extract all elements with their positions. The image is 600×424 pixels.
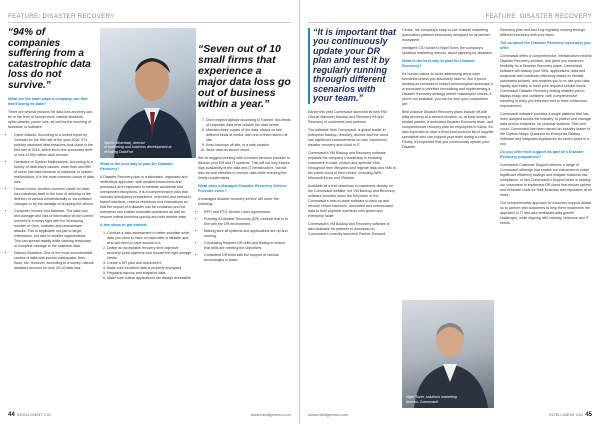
- list-item: • Cyber Attacks: According to a recent report by Gemalto for the first half of the year 2016, 974 publicly disclosed data breaches took place in the first half of 2016, which led to the successful theft or loss of 554 million data records.: [14, 133, 94, 158]
- left-column-3: [198, 28, 292, 265]
- causes-list: [8, 133, 94, 271]
- big-quote: “Seven out of 10 small firms that experience a major data loss go out of business within a year.”: [198, 43, 291, 111]
- divider: [8, 22, 291, 23]
- footer-url[interactable]: www.intelligentcio.com: [308, 412, 349, 417]
- list-item: 4. Make sure sensitive data is properly encrypted.: [107, 266, 192, 271]
- list-item: 2. Define an acceptable recovery time objective, recovery point objective and choose the right storage media.: [107, 246, 192, 261]
- body-text: Earlier this year Commvault launched its new HW (Virtual Machine) Backup and Recovery Kit and Recovery of customers and partners.: [308, 109, 387, 124]
- caption-role: director, Commvault: [406, 399, 438, 404]
- section-tag: FEATURE: DISASTER RECOVERY: [485, 14, 592, 20]
- caption-role: of marketing and business development at eHosting DataFort: [104, 145, 172, 154]
- body-text: It's human nature to avoid addressing worst case scenarios unless you absolutely have to. But if you're working as business in today's technological landscape it is important to prioritise formulating and implementing a Disaster Recovery strategy before catastrophe strikes. If you're not available, you can be sure your competitors are.: [402, 72, 493, 106]
- body-text: Intelligent CIO spoke to Nigel Tozer, the company's solutions marketing director, about planning for disasters.: [402, 46, 493, 55]
- body-text: Available as a free download to customers directly on the Commvault website, the VM Backup and Recovery software provides users the full power of the Commvault's best-in-class software to back up and recover virtual machines, structured and unstructured data to both physical machines with speed and enterprise scale.: [308, 183, 395, 218]
- list-item: 10. Store data on secure cloud.: [206, 148, 292, 153]
- list-item: • RPO and RTO Service Level Agreements.: [204, 210, 292, 215]
- lead-question: What are the main ways a company can find itself losing its data?: [8, 97, 88, 106]
- body-text: The software from Commvault, a global leader in enterprise backup, recovery, archive and the cloud, has significant enhancements on user experience, disaster recovery and cloud in IT.: [308, 127, 390, 147]
- lead-question: What does a Managed Disaster Recovery Service Provider cover?: [198, 184, 287, 194]
- section-tag: FEATURE: DISASTER RECOVERY: [8, 14, 115, 20]
- subheading: A few steps to get started:: [100, 223, 148, 227]
- list-item: 3. Create a DR plan and document it.: [107, 261, 192, 266]
- lead-question: Do you offer tech support as part of a Disaster Recovery programme?: [500, 150, 584, 159]
- footer-url[interactable]: www.intelligentcio.com: [250, 412, 291, 417]
- steps-list-continued: [198, 118, 292, 153]
- caption-name: Nigel Tozer, solutions marketing: [406, 395, 457, 399]
- body-text: A managed disaster recovery service will cover the following:: [198, 197, 279, 207]
- list-item: • Natural Disasters: One of the most uncontrollable causes of data loss include earthquake, fires, flood, etc. However, according to a survey, natural disasters account for only 3% of data loss.: [14, 251, 94, 271]
- body-text: Commvault offers a comprehensive, infrastructure neutral Disaster Recovery solution, that gives you maximum flexibility for a Disaster Recovery plans. Commvault software will backup your VMs, applications, data and endpoints with maximum efficiency based on flexible, automated policies, and enables you to re-use your data rapidly and easily to meet your required service levels. Commvault Disaster Recovery testing enables you to always ready and confident, with comprehensive reporting to keep you informed and to drive continuous improvement.: [500, 54, 592, 108]
- lead-question: Tell us about the Disaster Recovery system(s) you offer.: [500, 41, 591, 50]
- page-footer: [8, 412, 291, 418]
- body-text: Commvault's VM Backup and Recovery software is also available for partners to download on Commvault's recently launched Partner Demand: [308, 221, 390, 236]
- body-text: Commvault's VM Backup and Recovery software expands the company's leadership in enabling customers to build, protect and optimise VMs throughout their lifecycles and migrate data and VMs to the public cloud of their choice, including AWS, Microsoft Azure and VMware.: [308, 150, 396, 180]
- body-text: Our comprehensive approach to customer support allows us to partner with customers to help them modernise the approach to IT and also anticipate data growth challenges, while aligning with industry, business and IT needs.: [500, 201, 592, 225]
- body-text: Commvault software provides a single platform that has been adopted across the industry, to protect and manage data across endpoints, for physical systems, VMs and cloud. Commvault has been named an Industry leader in the Gartner Magic Quadrant for Enterprise Backup Software and Integrated Appliances for seven years in a row.: [500, 112, 591, 146]
- page-number: 44: [8, 412, 15, 418]
- divider: [308, 22, 592, 23]
- quote-accent-bar: [308, 28, 310, 104]
- list-item: • Making sure all systems and applications are up and running.: [204, 229, 292, 239]
- page-number: 45: [585, 412, 592, 418]
- list-item: 5. Regularly backup and snapshot data.: [107, 271, 192, 276]
- body-text: Best practice Disaster Recovery plans include off-site data recovery at a second location, or, at least storing a trusted partner, a dedicated Disaster Recovery team, and comprehensive recovery plan for employees to follow. It's also important to have a fixed post-protocol list of supplier specialists who can support your team during a crisis. Finally, it's important that you continuously update your Disaster: [402, 110, 494, 149]
- right-column-1: [308, 28, 396, 240]
- big-quote-block: [308, 28, 396, 104]
- publication-name: INTELLIGENT CIO: [16, 412, 51, 417]
- lead-question: What is the best way to plan for Disaster Recovery?: [100, 162, 173, 171]
- page-footer: [308, 412, 592, 418]
- left-column-1: [8, 28, 94, 273]
- body-text: Centre, the company's easy-to-use channel marketing automation platform exclusively designed for its partner ecosystem.: [402, 28, 490, 42]
- portrait-photo: [100, 28, 196, 158]
- list-item: 7. Don't neglect laptops according to Gartner, two-thirds of corporate data lives outside the data centre.: [206, 118, 292, 128]
- photo-caption: [406, 395, 486, 404]
- body-text: Recovery plan and test it by regularly running through different scenarios with your team.: [500, 28, 586, 37]
- pull-quote: “94% of companies suffering from a catastrophic data loss do not survive.”: [8, 27, 91, 91]
- list-item: • Hardware or System Malfunctions: According to a survey of data loss's causes, more than one-fifth of users lost data because of hardware or system malfunctions. It is the most common cause of data loss.: [14, 160, 94, 185]
- list-item: 9. Keep backups off site, in a safe location.: [206, 143, 292, 148]
- list-item: • Running a Disaster Recovery (DR) runbook that is in line with the DR environment.: [204, 217, 292, 227]
- person-illustration: [402, 300, 494, 408]
- body-text: Commvault Customer Support delivers a range of Commvault offerings that enable our customers to make significant efficiency savings and mitigate business risk compliance. In fact Commvault's Support team is helping our customers to implement DR plans that ensure uptime and minimise costs for their business and reputation at all times.: [500, 163, 592, 197]
- list-item: • Computer Viruses and Malware: The data loss and damage and loss of information at the current moment is a heavy fight with the increasing number of virus, malware and ransomware attacks. This is applicable not just to larger enterprises, but also to smaller organisations. This can spread rapidly while causing temporary or complete damage to the business data.: [14, 209, 94, 249]
- list-item: 1. Conduct a data assessment to better prioritise what data you need to have on hand after a disaster and who will need to have access to it.: [107, 231, 192, 246]
- caption-name: Sachin Bhardwaj, director: [104, 140, 145, 145]
- services-list: [198, 210, 292, 263]
- body-text: A Disaster Recovery plan is a tabulated, organised and methodical approach, with detailed instructions and processes and responses to mediate accidental and unexpected disruptions. It is a comprehensive plan that includes anticipatory precautions, extended and scenario-based reactions, reserve resources and restorations so that the impact of a disaster can be contained and the enterprise can sustain essential operations as well as resume critical functions quickly and with relative ease.: [100, 175, 192, 219]
- right-column-2: [402, 28, 494, 153]
- list-item: 6. Make sure critical applications are always accessible.: [107, 276, 192, 281]
- lead-question: What is the best way to plan for Disaster Recovery?: [402, 59, 475, 68]
- left-column-2: [100, 162, 192, 281]
- publication-name: INTELLIGENT CIO: [549, 412, 584, 417]
- body-text: We do suggest working with a trusted services provider to discuss your DR and IT systems. This will not only ensure high availability of the data and IT infrastructure, but will also be cost effective to recover data while ensuring the timely requirements.: [198, 156, 290, 181]
- photo-caption: [104, 141, 184, 155]
- list-item: 8. Maintain three copies of the data, stored on two different kinds of media, with one of them stored off-site.: [206, 128, 292, 143]
- right-page: [300, 0, 600, 424]
- big-quote: “It is important that you continuously update your DR plan and test it by regularly running through different scenarios with your team.”: [313, 27, 396, 104]
- portrait-photo: [402, 300, 494, 408]
- list-item: • Human errors: Another common cause for data loss manifests itself in the form of deleting or the deletion of various unintentionally or via software changes or by the damage of dropping the device.: [14, 187, 94, 207]
- body-text: There are several reasons for data loss and they can be in the form of human error, natural disasters, cyber-attacks, power loss, as well as the incurring of hardware or software.: [8, 110, 93, 129]
- person-illustration: [100, 28, 196, 158]
- steps-list: [100, 231, 192, 281]
- list-item: • Consistent DR tests with the support of various technologies in place.: [204, 253, 292, 263]
- right-column-3: [500, 28, 592, 229]
- list-item: • Conducting frequent DR drills and testing to ensure that drills are meeting the objectives.: [204, 241, 292, 251]
